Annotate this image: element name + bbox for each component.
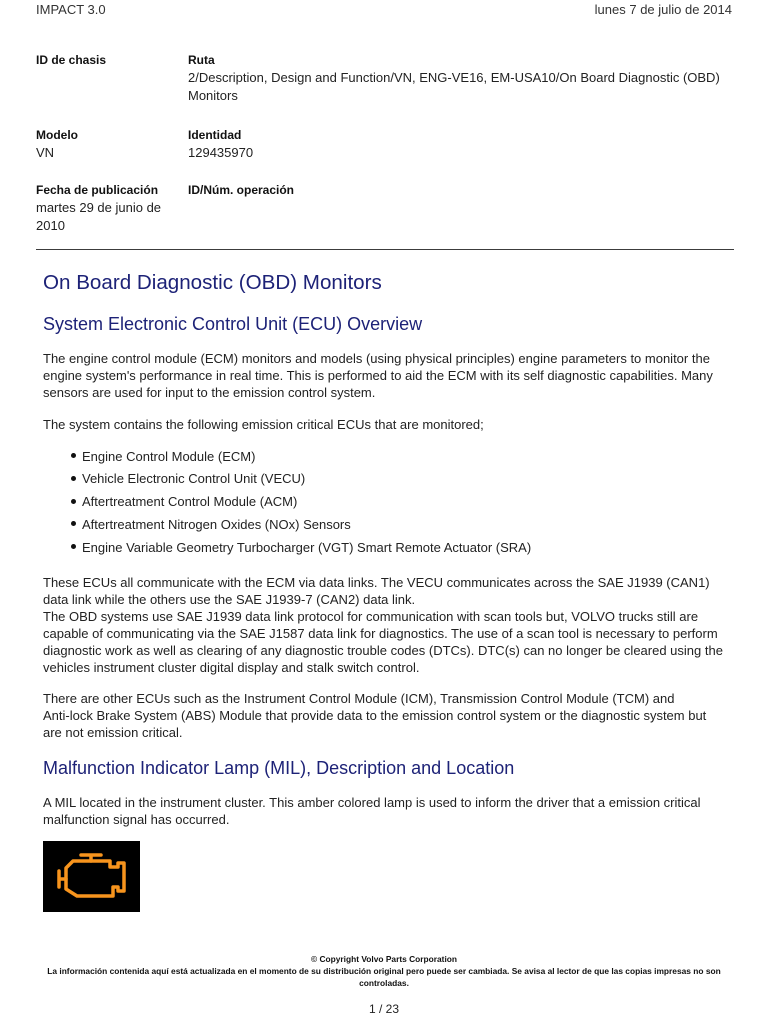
publication-date-label: Fecha de publicación xyxy=(36,183,159,197)
paragraph-line: engine system's performance in real time. This is performed to aid the ECM with its self diagnostic capabilities. Many xyxy=(43,367,713,383)
disclaimer-line: La información contenida aquí está actualizada en el momento de su distribución original pero puede ser cambiada. Se avisa al lector de que las copias impresas no son xyxy=(47,966,721,976)
bullet-icon xyxy=(71,453,76,458)
route-value-line: Monitors xyxy=(188,88,238,103)
paragraph-line: There are other ECUs such as the Instrument Control Module (ICM), Transmission Control Module (TCM) and xyxy=(43,690,675,706)
app-title: IMPACT 3.0 xyxy=(36,2,106,17)
list-item xyxy=(0,491,768,514)
paragraph-line: A MIL located in the instrument cluster. This amber colored lamp is used to inform the driver that a emission critical xyxy=(43,794,701,810)
paragraph-line: The system contains the following emission critical ECUs that are monitored; xyxy=(43,416,484,432)
mil-description-paragraph xyxy=(43,794,701,828)
page-title: On Board Diagnostic (OBD) Monitors xyxy=(43,271,382,294)
header-divider xyxy=(36,249,734,250)
paragraph-line: Anti-lock Brake System (ABS) Module that provide data to the emission control system or the diagnostic system but xyxy=(43,707,707,723)
paragraph-line: are not emission critical. xyxy=(43,724,183,740)
model-value: VN xyxy=(36,145,55,160)
paragraph-line: The OBD systems use SAE J1939 data link protocol for communication with scan tools but, VOLVO trucks still are xyxy=(43,608,699,624)
identity-label: Identidad xyxy=(188,128,242,142)
paragraph-line: malfunction signal has occurred. xyxy=(43,811,230,827)
meta-identity xyxy=(188,126,253,162)
ecu-name: Vehicle Electronic Control Unit (VECU) xyxy=(82,471,306,487)
bullet-icon xyxy=(71,499,76,504)
datalink-paragraph xyxy=(43,574,723,676)
route-label: Ruta xyxy=(188,53,215,67)
publication-date-line: 2010 xyxy=(36,218,65,233)
paragraph-line: data link while the others use the SAE J1939-7 (CAN2) data link. xyxy=(43,591,416,607)
list-item xyxy=(0,537,768,560)
paragraph-line: capable of communicating via the SAE J1587 data link for diagnostics. The use of a scan tool is necessary to perform xyxy=(43,625,718,641)
intro-paragraph xyxy=(43,350,713,401)
page-number: 1 / 23 xyxy=(368,1002,400,1016)
print-date: lunes 7 de julio de 2014 xyxy=(594,2,732,17)
paragraph-line: The engine control module (ECM) monitors and models (using physical principles) engine parameters to monitor the xyxy=(43,350,710,366)
operation-id-label: ID/Núm. operación xyxy=(188,183,295,197)
ecu-name: Engine Variable Geometry Turbocharger (VGT) Smart Remote Actuator (SRA) xyxy=(82,539,532,555)
mil-lamp-image xyxy=(43,841,140,912)
list-intro-paragraph xyxy=(43,416,484,433)
section-heading-ecu-overview: System Electronic Control Unit (ECU) Overview xyxy=(43,314,423,334)
meta-operation-id xyxy=(188,181,294,199)
copyright-notice: © Copyright Volvo Parts Corporation xyxy=(310,954,458,964)
bullet-icon xyxy=(71,521,76,526)
ecu-name: Aftertreatment Nitrogen Oxides (NOx) Sensors xyxy=(82,516,351,532)
paragraph-line: diagnostic work as well as clearing of any diagnostic trouble codes (DTCs). DTC(s) can no longer be cleared using the xyxy=(43,642,723,658)
meta-publication-date xyxy=(36,181,176,235)
engine-body xyxy=(66,861,124,896)
paragraph-line: These ECUs all communicate with the ECM via data links. The VECU communicates across the SAE J1939 (CAN1) xyxy=(43,574,710,590)
disclaimer-line: controladas. xyxy=(359,978,409,988)
bullet-icon xyxy=(71,476,76,481)
meta-route xyxy=(188,51,720,105)
meta-model xyxy=(36,126,78,162)
section-heading-mil: Malfunction Indicator Lamp (MIL), Description and Location xyxy=(43,758,515,778)
route-value-line: 2/Description, Design and Function/VN, ENG-VE16, EM-USA10/On Board Diagnostic (OBD) xyxy=(188,70,720,85)
paragraph-line: vehicles instrument cluster digital display and stalk switch control. xyxy=(43,659,420,675)
paragraph-line: sensors are used for input to the emission control system. xyxy=(43,384,376,400)
ecu-name: Aftertreatment Control Module (ACM) xyxy=(82,494,298,510)
other-ecus-paragraph xyxy=(43,690,706,741)
identity-value: 129435970 xyxy=(188,145,254,160)
check-engine-icon xyxy=(43,841,140,912)
bullet-icon xyxy=(71,544,76,549)
model-label: Modelo xyxy=(36,128,78,142)
list-item xyxy=(0,468,768,491)
chassis-id-label: ID de chasis xyxy=(36,53,107,67)
meta-chassis-id xyxy=(36,51,106,69)
ecu-name: Engine Control Module (ECM) xyxy=(82,448,256,464)
list-item xyxy=(0,446,768,469)
page-footer xyxy=(0,953,768,989)
list-item xyxy=(0,514,768,537)
ecu-list xyxy=(0,446,768,560)
publication-date-line: martes 29 de junio de xyxy=(36,200,162,215)
